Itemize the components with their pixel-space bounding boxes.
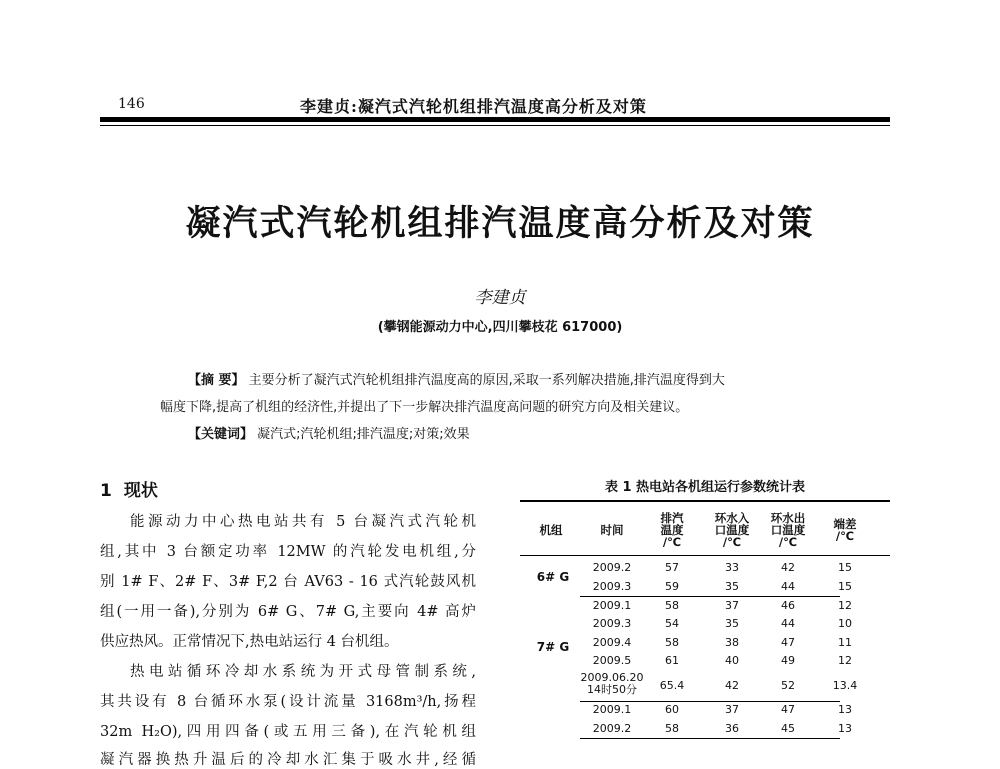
table-unit-label: 7# G — [536, 640, 570, 655]
table-cell: 13 — [838, 702, 852, 716]
affiliation: (攀钢能源动力中心,四川攀枝花 617000) — [377, 320, 623, 335]
table-cell: 45 — [781, 721, 795, 735]
body-line: 组,其中 3 台额定功率 12MW 的汽轮发电机组,分 — [100, 544, 476, 560]
table-cell: 49 — [781, 654, 795, 668]
table-group-rule — [580, 738, 840, 739]
body-line: 供应热风。正常情况下,热电站运行 4 台机组。 — [100, 634, 399, 650]
table-cell: 10 — [838, 617, 852, 631]
table-cell: 38 — [725, 635, 739, 649]
table-cell: 2009.3 — [592, 579, 632, 593]
table-cell: 60 — [665, 702, 679, 716]
section-number: 1 — [100, 481, 112, 501]
table-cell: 2009.2 — [592, 561, 632, 575]
body-line: 组(一用一备),分别为 6# G、7# G,主要向 4# 高炉 — [100, 604, 476, 620]
table-cell: 52 — [781, 678, 795, 692]
table-cell: 2009.4 — [592, 635, 632, 649]
table-cell: 2009.5 — [592, 654, 632, 668]
table-cell: 58 — [665, 635, 679, 649]
table-cell: 2009.1 — [592, 598, 632, 612]
header-rule-thin — [100, 125, 890, 126]
table-cell: 12 — [838, 598, 852, 612]
table-cell: 54 — [665, 617, 679, 631]
body-line: 热电站循环冷却水系统为开式母管制系统, — [130, 664, 476, 680]
table-cell: 13.4 — [832, 678, 858, 692]
body-line: 32m H₂O),四用四备(或五用三备),在汽轮机组 — [100, 724, 476, 740]
table-cell: 47 — [781, 635, 795, 649]
abstract-label: 【摘 要】 — [188, 373, 245, 388]
table-cell: 57 — [665, 561, 679, 575]
table-cell: 13 — [838, 721, 852, 735]
table-cell: 2009.1 — [592, 702, 632, 716]
table-caption: 表 1 热电站各机组运行参数统计表 — [604, 480, 806, 495]
table-cell: 42 — [781, 561, 795, 575]
table-header-cell: 环水入 口温度 /℃ — [714, 511, 750, 549]
keywords-line — [188, 423, 470, 442]
table-cell: 35 — [725, 617, 739, 631]
page-number: 146 — [118, 96, 145, 112]
table-cell: 42 — [725, 678, 739, 692]
abstract-line-1 — [188, 369, 725, 388]
table-cell: 58 — [665, 721, 679, 735]
table-cell: 61 — [665, 654, 679, 668]
table-header-rule — [520, 555, 890, 556]
table-cell: 12 — [838, 654, 852, 668]
table-header-cell: 端差 /℃ — [833, 517, 857, 543]
table-cell: 40 — [725, 654, 739, 668]
table-top-rule — [520, 500, 890, 502]
table-header-cell: 机组 — [539, 523, 563, 537]
table-cell: 15 — [838, 561, 852, 575]
table-cell: 65.4 — [659, 678, 685, 692]
table-unit-label: 6# G — [536, 569, 570, 584]
keywords-label: 【关键词】 — [188, 427, 254, 442]
table-cell: 46 — [781, 598, 795, 612]
table-header-cell: 排汽 温度 /℃ — [660, 511, 684, 549]
body-line: 凝汽器换热升温后的冷却水汇集于吸水井,经循 — [100, 752, 476, 768]
table-cell: 2009.06.20 14时50分 — [580, 670, 644, 696]
paper-title: 凝汽式汽轮机组排汽温度高分析及对策 — [185, 203, 815, 244]
table-cell: 47 — [781, 702, 795, 716]
abstract-text-1: 主要分析了凝汽式汽轮机组排汽温度高的原因,采取一系列解决措施,排汽温度得到大 — [248, 373, 725, 388]
header-rule-thick — [100, 117, 890, 122]
table-cell: 11 — [838, 635, 852, 649]
table-cell: 59 — [665, 579, 679, 593]
table-cell: 2009.3 — [592, 617, 632, 631]
table-cell: 37 — [725, 598, 739, 612]
table-cell: 44 — [781, 617, 795, 631]
body-line: 能源动力中心热电站共有 5 台凝汽式汽轮机 — [130, 514, 476, 530]
table-cell: 33 — [725, 561, 739, 575]
abstract-line-2: 幅度下降,提高了机组的经济性,并提出了下一步解决排汽温度高问题的研究方向及相关建议。 — [160, 400, 689, 415]
table-cell: 58 — [665, 598, 679, 612]
table-cell: 44 — [781, 579, 795, 593]
author: 李建贞 — [474, 288, 526, 308]
body-line: 别 1# F、2# F、3# F,2 台 AV63 - 16 式汽轮鼓风机 — [100, 574, 476, 590]
section-heading — [100, 476, 158, 501]
table-cell: 15 — [838, 579, 852, 593]
table-cell: 35 — [725, 579, 739, 593]
keywords-text: 凝汽式;汽轮机组;排汽温度;对策;效果 — [257, 427, 470, 442]
table-cell: 36 — [725, 721, 739, 735]
running-title: 李建贞:凝汽式汽轮机组排汽温度高分析及对策 — [300, 97, 647, 116]
table-cell: 2009.2 — [592, 721, 632, 735]
table-header-cell: 环水出 口温度 /℃ — [770, 511, 806, 549]
table-header-cell: 时间 — [600, 523, 624, 537]
section-title: 现状 — [123, 481, 158, 501]
table-cell: 37 — [725, 702, 739, 716]
body-line: 其共设有 8 台循环水泵(设计流量 3168m³/h,扬程 — [100, 694, 476, 710]
